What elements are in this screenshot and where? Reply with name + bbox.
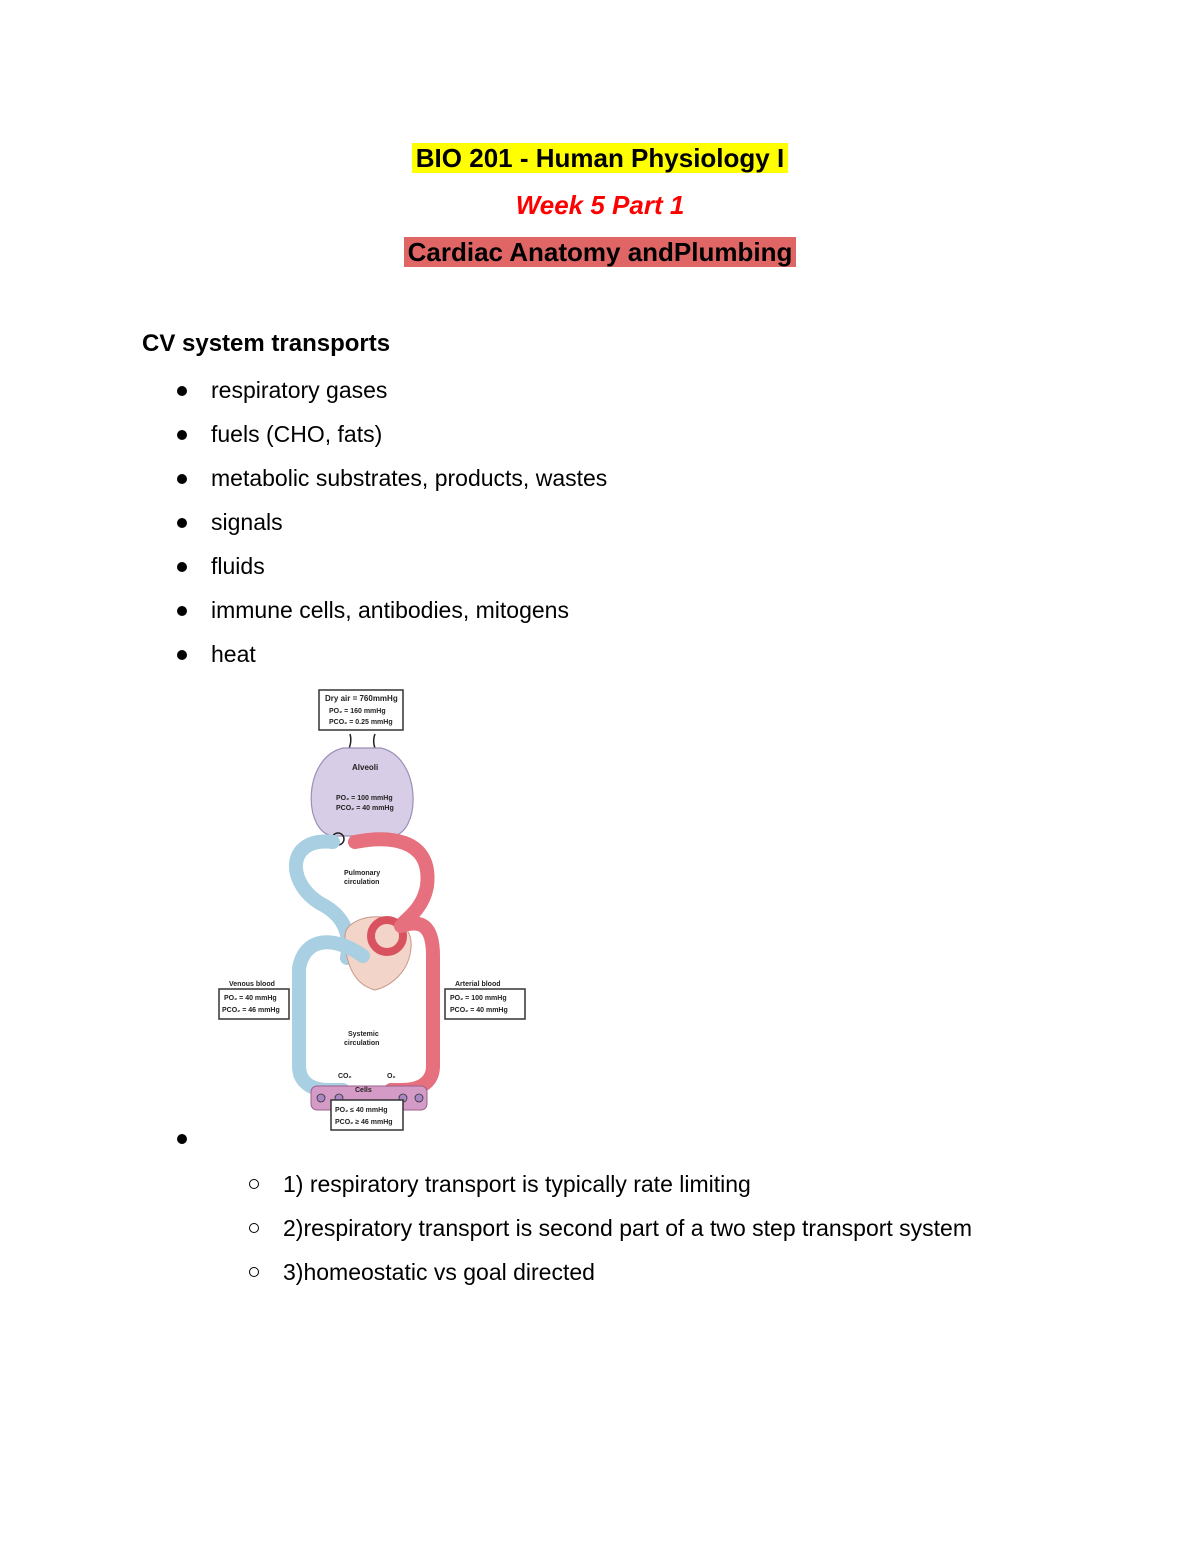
topic-line bbox=[0, 235, 1200, 269]
o2-label: O₂ bbox=[387, 1073, 396, 1080]
diagram-bullet bbox=[177, 1134, 187, 1144]
arterial-box bbox=[445, 989, 525, 1019]
week-subtitle: Week 5 Part 1 bbox=[515, 190, 685, 220]
course-title: BIO 201 - Human Physiology I bbox=[412, 143, 788, 173]
alveoli-label: Alveoli bbox=[352, 763, 379, 772]
list-item: 2)respiratory transport is second part of a two step transport system bbox=[0, 1210, 972, 1254]
key-points-list bbox=[0, 1166, 972, 1298]
venous-value: PCO₂ = 46 mmHg bbox=[222, 1007, 280, 1014]
pulmonary-label: circulation bbox=[344, 879, 380, 886]
list-item: 1) respiratory transport is typically rate limiting bbox=[0, 1166, 972, 1210]
list-item: respiratory gases bbox=[0, 372, 607, 416]
air-box-line: PCO₂ = 0.25 mmHg bbox=[329, 719, 393, 726]
week-line bbox=[0, 188, 1200, 222]
co2-label: CO₂ bbox=[338, 1073, 352, 1080]
list-item: heat bbox=[0, 636, 607, 680]
cells-value: PO₂ ≤ 40 mmHg bbox=[335, 1107, 388, 1114]
arterial-title: Arterial blood bbox=[455, 981, 501, 988]
venous-box bbox=[219, 989, 289, 1019]
venous-title: Venous blood bbox=[229, 981, 275, 988]
pulmonary-label: Pulmonary bbox=[344, 870, 381, 877]
cell-nucleus bbox=[415, 1094, 423, 1102]
list-item: immune cells, antibodies, mitogens bbox=[0, 592, 607, 636]
arterial-value: PCO₂ = 40 mmHg bbox=[450, 1007, 508, 1014]
air-box-line: PO₂ = 160 mmHg bbox=[329, 708, 386, 715]
alveoli-shape bbox=[311, 748, 413, 836]
list-item: fluids bbox=[0, 548, 607, 592]
list-item: 3)homeostatic vs goal directed bbox=[0, 1254, 972, 1298]
list-item: metabolic substrates, products, wastes bbox=[0, 460, 607, 504]
section-heading: CV system transports bbox=[142, 330, 391, 357]
topic-title: Cardiac Anatomy andPlumbing bbox=[404, 237, 797, 267]
circulation-diagram-svg bbox=[215, 686, 530, 1134]
list-item: fuels (CHO, fats) bbox=[0, 416, 607, 460]
circulation-diagram bbox=[215, 686, 530, 1134]
alveoli-value: PCO₂ = 40 mmHg bbox=[336, 805, 394, 812]
air-box-line: Dry air = 760mmHg bbox=[325, 694, 398, 703]
systemic-label: circulation bbox=[344, 1040, 380, 1047]
transport-list bbox=[0, 372, 607, 680]
systemic-label: Systemic bbox=[348, 1031, 379, 1038]
arterial-value: PO₂ = 100 mmHg bbox=[450, 995, 507, 1002]
alveoli-value: PO₂ = 100 mmHg bbox=[336, 795, 393, 802]
cell-nucleus bbox=[317, 1094, 325, 1102]
cells-label: Cells bbox=[355, 1087, 372, 1094]
cells-value: PCO₂ ≥ 46 mmHg bbox=[335, 1119, 393, 1126]
list-item: signals bbox=[0, 504, 607, 548]
venous-value: PO₂ = 40 mmHg bbox=[224, 995, 277, 1002]
course-title-line bbox=[0, 141, 1200, 175]
